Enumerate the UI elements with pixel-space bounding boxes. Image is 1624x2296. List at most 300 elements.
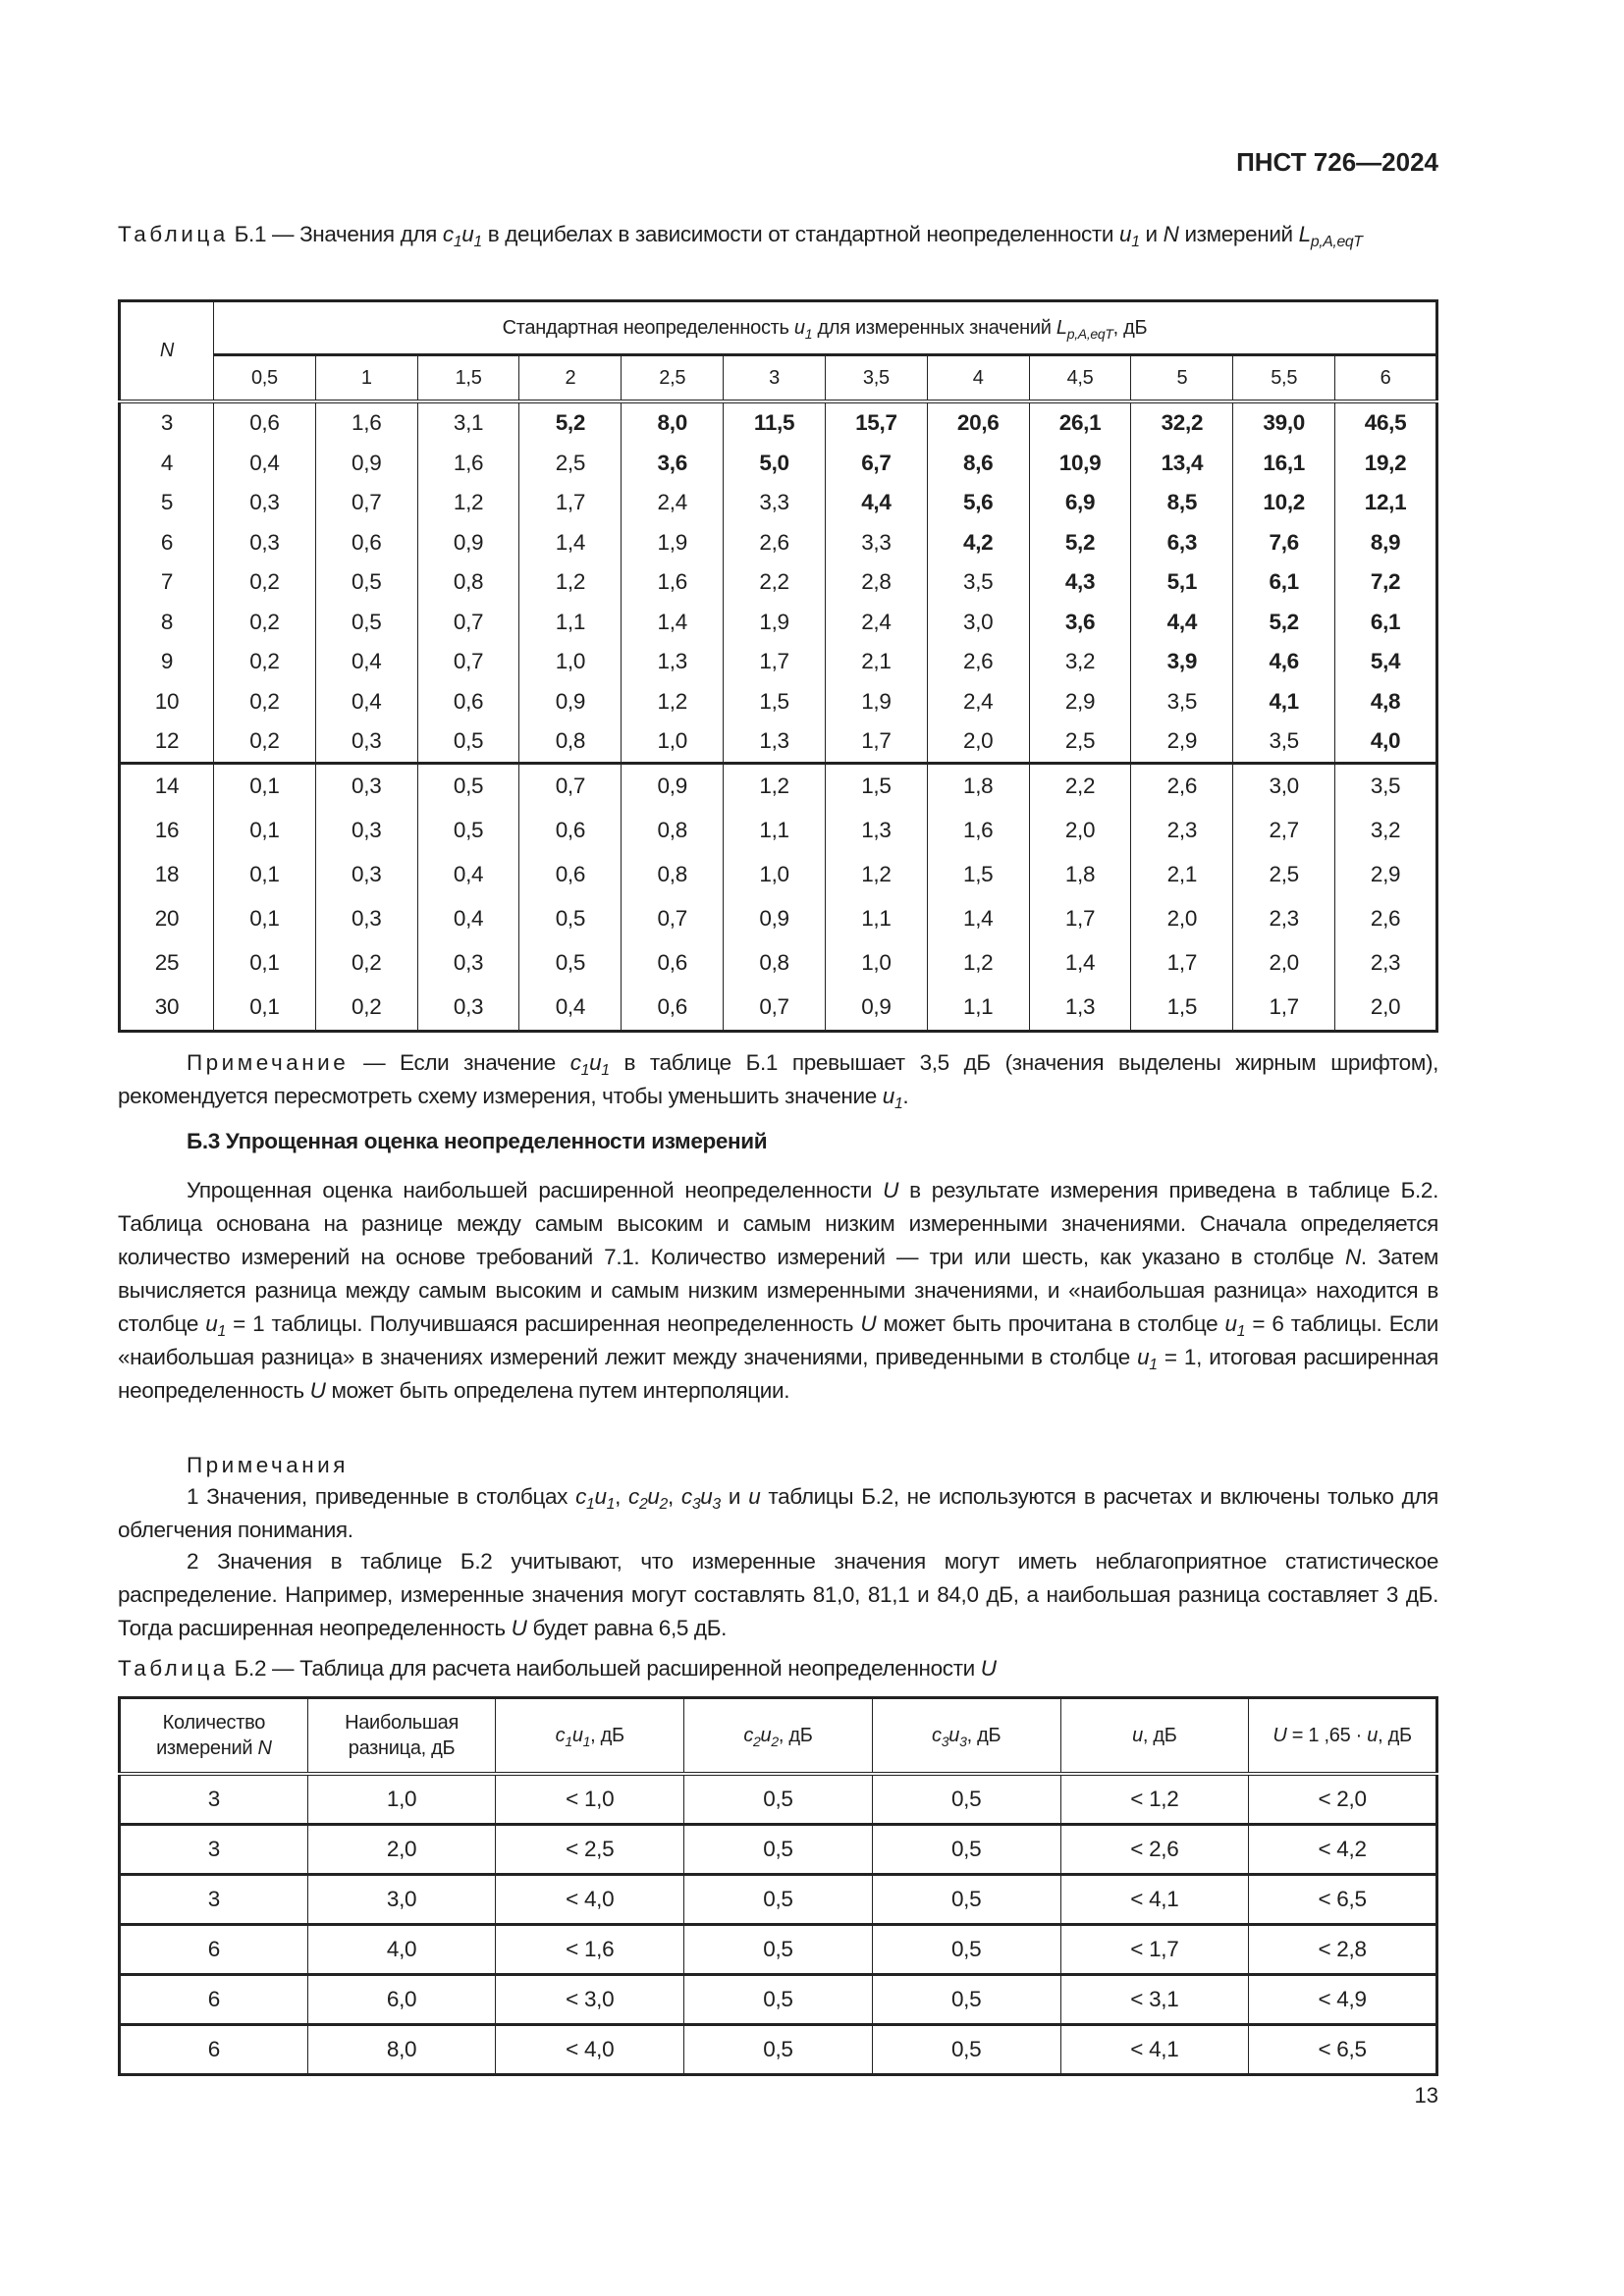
table-cell: 0,9 — [724, 897, 826, 941]
table-cell: 39,0 — [1233, 401, 1335, 444]
text-segment: , дБ — [1142, 1725, 1177, 1746]
table-cell: 0,5 — [417, 721, 519, 763]
table-cell: 1,2 — [622, 682, 724, 722]
table-cell: 1,9 — [825, 682, 927, 722]
table-cell: 2,0 — [1335, 986, 1437, 1032]
column-header — [1249, 1698, 1437, 1775]
table-cell: 2,4 — [927, 682, 1029, 722]
table-row — [120, 603, 1437, 643]
column-header: 3 — [724, 355, 826, 402]
table-cell: 0,7 — [622, 897, 724, 941]
table-cell: 0,7 — [315, 483, 417, 523]
table-cell: 10,2 — [1233, 483, 1335, 523]
table-cell: 8,6 — [927, 444, 1029, 484]
table-cell: 0,7 — [724, 986, 826, 1032]
table-cell: 1,8 — [1029, 853, 1131, 897]
text-segment: c — [442, 222, 454, 246]
table-cell: 0,4 — [315, 682, 417, 722]
text-segment: c — [569, 1050, 581, 1075]
table-cell: 0,4 — [417, 897, 519, 941]
table-cell: 1,8 — [927, 763, 1029, 809]
table-header-row — [120, 301, 1437, 355]
table-cell: 10,9 — [1029, 444, 1131, 484]
group-header — [214, 301, 1437, 355]
text-segment: Примечание — [187, 1050, 350, 1075]
table-cell: 0,8 — [519, 721, 622, 763]
table-cell: 1,0 — [825, 941, 927, 986]
column-header: 2,5 — [622, 355, 724, 402]
subscript: 2 — [638, 1496, 648, 1513]
table-cell: 13,4 — [1131, 444, 1233, 484]
table-row — [120, 1975, 1437, 2025]
table-cell: 5,4 — [1335, 642, 1437, 682]
table-cell: 2,3 — [1131, 809, 1233, 853]
table-cell: 3,3 — [724, 483, 826, 523]
row-n: 30 — [120, 986, 214, 1032]
table-cell: 2,9 — [1335, 853, 1437, 897]
table-cell: 0,3 — [214, 523, 316, 563]
subscript: 1 — [582, 1734, 591, 1749]
text-segment: в таблице Б.1 превышает 3,5 дБ (значения выделены жирным шрифтом), рекомендуется пересмотреть схему измерения, чтобы уменьшить значение — [118, 1050, 1439, 1108]
table-cell: < 6,5 — [1249, 1875, 1437, 1925]
table-cell: 2,6 — [927, 642, 1029, 682]
table-cell: 12,1 — [1335, 483, 1437, 523]
table-cell: 1,1 — [927, 986, 1029, 1032]
table-cell: 2,5 — [1029, 721, 1131, 763]
table-cell: 2,0 — [927, 721, 1029, 763]
table-cell: 1,7 — [1029, 897, 1131, 941]
text-segment: u — [1137, 1345, 1150, 1369]
text-segment: c — [743, 1725, 754, 1746]
table-cell: 0,1 — [214, 986, 316, 1032]
table-cell: 20,6 — [927, 401, 1029, 444]
table-header-row — [120, 1698, 1437, 1775]
table-cell: 2,0 — [307, 1825, 496, 1875]
table-cell: 2,7 — [1233, 809, 1335, 853]
table-cell: 2,1 — [1131, 853, 1233, 897]
text-segment: c — [680, 1484, 692, 1509]
table-cell: 0,9 — [519, 682, 622, 722]
text-segment: = 1 таблицы. Получившаяся расширенная неопределенность — [225, 1311, 861, 1336]
table-cell: 8,0 — [307, 2025, 496, 2075]
text-segment: Упрощенная оценка наибольшей расширенной неопределенности — [187, 1178, 884, 1202]
table-cell: 15,7 — [825, 401, 927, 444]
table-cell: 0,2 — [214, 721, 316, 763]
table-cell: 1,5 — [724, 682, 826, 722]
text-segment: Б.1 — Значения для — [228, 222, 443, 246]
table-cell: 0,5 — [417, 809, 519, 853]
subscript: 1 — [601, 1062, 610, 1079]
table-cell: 1,0 — [724, 853, 826, 897]
text-segment: Количество измерений — [156, 1712, 266, 1759]
table-cell: 0,1 — [214, 897, 316, 941]
table-cell: < 4,1 — [1060, 1875, 1249, 1925]
subscript: 1 — [804, 325, 813, 342]
table-cell: 5,6 — [927, 483, 1029, 523]
subscript: 1 — [473, 234, 482, 250]
table-cell: 1,4 — [927, 897, 1029, 941]
row-n: 4 — [120, 444, 214, 484]
text-segment: и — [720, 1484, 749, 1509]
table-cell: 4,8 — [1335, 682, 1437, 722]
row-n: 18 — [120, 853, 214, 897]
table-cell: 2,5 — [519, 444, 622, 484]
note-1 — [118, 1480, 1438, 1547]
table-cell: 3,5 — [1335, 763, 1437, 809]
text-segment: u — [594, 1484, 607, 1509]
table-cell: 0,9 — [825, 986, 927, 1032]
table-cell: 0,5 — [417, 763, 519, 809]
text-segment: U — [883, 1178, 899, 1202]
row-n: 3 — [120, 401, 214, 444]
table-cell: 0,4 — [417, 853, 519, 897]
table-cell: 0,3 — [417, 941, 519, 986]
table-cell: 3,6 — [622, 444, 724, 484]
text-segment: , дБ — [590, 1725, 624, 1746]
table-row — [120, 401, 1437, 444]
table-cell: 2,1 — [825, 642, 927, 682]
table-cell: 1,2 — [417, 483, 519, 523]
table-cell: 8,0 — [622, 401, 724, 444]
table-cell: 3,0 — [1233, 763, 1335, 809]
subscript: 1 — [893, 1095, 903, 1112]
table-cell: 1,6 — [417, 444, 519, 484]
table-cell: 3,0 — [307, 1875, 496, 1925]
table-cell: 0,5 — [872, 1825, 1060, 1875]
subscript: 2 — [659, 1496, 668, 1513]
text-segment: U — [309, 1378, 326, 1403]
table-cell: 1,0 — [622, 721, 724, 763]
text-segment: U — [980, 1656, 997, 1681]
table-cell: 2,9 — [1131, 721, 1233, 763]
table-row — [120, 941, 1437, 986]
text-segment: Наибольшая разница, дБ — [345, 1712, 460, 1759]
table-cell: 0,2 — [214, 603, 316, 643]
table-cell: 1,7 — [1131, 941, 1233, 986]
row-n: 16 — [120, 809, 214, 853]
text-segment: измерений — [1178, 222, 1299, 246]
table-cell: 2,4 — [622, 483, 724, 523]
table-cell: 4,6 — [1233, 642, 1335, 682]
section-heading: Б.3 Упрощенная оценка неопределенности измерений — [187, 1129, 768, 1153]
text-segment: U — [511, 1616, 527, 1640]
table-cell: 0,7 — [519, 763, 622, 809]
table-cell: 1,3 — [825, 809, 927, 853]
table-cell: 3,2 — [1029, 642, 1131, 682]
table-cell: 1,7 — [825, 721, 927, 763]
table-cell: 6,3 — [1131, 523, 1233, 563]
table-cell: 1,7 — [519, 483, 622, 523]
text-segment: 2 Значения в таблице Б.2 учитывают, что измеренные значения могут иметь неблагоприятное статистическое распределение. Например, измеренные значения могут составлять 81,0, 81,1 и 84,0 дБ, а наибольшая разница составляет 3 дБ. Тогда расширенная неопределенность — [118, 1549, 1438, 1640]
table-cell: 0,5 — [872, 1925, 1060, 1975]
text-segment: , дБ — [1378, 1725, 1412, 1746]
subscript: 3 — [941, 1734, 949, 1749]
table-cell: 2,2 — [724, 562, 826, 603]
text-segment: U — [860, 1311, 877, 1336]
row-n: 20 — [120, 897, 214, 941]
text-segment: N — [257, 1737, 272, 1759]
table-row — [120, 523, 1437, 563]
table-cell: 0,1 — [214, 941, 316, 986]
table-cell: 6,1 — [1335, 603, 1437, 643]
table-cell: 1,6 — [622, 562, 724, 603]
text-segment: Стандартная неопределенность — [502, 316, 794, 339]
text-segment: N — [1344, 1245, 1361, 1269]
text-segment: Таблица — [118, 1656, 229, 1681]
table-cell: 1,5 — [927, 853, 1029, 897]
table-cell: 0,2 — [214, 642, 316, 682]
text-segment: = 6 таблицы. Если «наибольшая разница» в значениях измерений лежит между значениями, приведенными в столбце — [118, 1311, 1439, 1369]
text-segment: = 1, итоговая расширенная неопределенность — [118, 1345, 1438, 1403]
text-segment: u — [700, 1484, 713, 1509]
table-cell: < 1,7 — [1060, 1925, 1249, 1975]
table-row — [120, 853, 1437, 897]
text-segment: может быть прочитана в столбце — [876, 1311, 1225, 1336]
text-segment: u — [760, 1725, 772, 1746]
table-cell: 0,5 — [315, 562, 417, 603]
note-2 — [118, 1545, 1438, 1645]
table-cell: 0,5 — [684, 1825, 873, 1875]
table-cell: < 4,0 — [496, 1875, 684, 1925]
table-cell: 0,4 — [214, 444, 316, 484]
subscript: 1 — [1236, 1323, 1246, 1340]
subscript: 3 — [691, 1496, 701, 1513]
table-cell: 1,6 — [927, 809, 1029, 853]
table-cell: 0,4 — [315, 642, 417, 682]
row-n: 9 — [120, 642, 214, 682]
table-cell: 6 — [120, 1925, 308, 1975]
column-header: 0,5 — [214, 355, 316, 402]
table-cell: 2,5 — [1233, 853, 1335, 897]
table-cell: 0,8 — [417, 562, 519, 603]
table-cell: 1,4 — [1029, 941, 1131, 986]
table-cell: 1,5 — [825, 763, 927, 809]
table-cell: 0,7 — [417, 642, 519, 682]
text-segment: в децибелах в зависимости от стандартной неопределенности — [481, 222, 1120, 246]
table-cell: 0,5 — [519, 941, 622, 986]
table-cell: 0,3 — [315, 763, 417, 809]
table-cell: 6,1 — [1233, 562, 1335, 603]
row-n: 10 — [120, 682, 214, 722]
subscript: 1 — [586, 1496, 595, 1513]
table-cell: 4,4 — [825, 483, 927, 523]
table-cell: 0,2 — [315, 986, 417, 1032]
text-segment: , — [615, 1484, 629, 1509]
text-segment: u — [205, 1311, 218, 1336]
table-header-row — [120, 355, 1437, 402]
table-cell: 2,0 — [1029, 809, 1131, 853]
text-segment: U — [1272, 1725, 1287, 1746]
table-cell: 1,9 — [622, 523, 724, 563]
subscript: 1 — [580, 1062, 590, 1079]
table-cell: 3,5 — [927, 562, 1029, 603]
column-header — [120, 1698, 308, 1775]
column-header: 5 — [1131, 355, 1233, 402]
table-cell: 0,5 — [684, 1875, 873, 1925]
table-row — [120, 1875, 1437, 1925]
table-cell: 1,7 — [1233, 986, 1335, 1032]
table-cell: 1,3 — [1029, 986, 1131, 1032]
text-segment: u — [461, 222, 474, 246]
table-cell: 0,8 — [724, 941, 826, 986]
subscript: 1 — [1131, 234, 1140, 250]
table-cell: 26,1 — [1029, 401, 1131, 444]
table-cell: 1,4 — [622, 603, 724, 643]
column-header: 3,5 — [825, 355, 927, 402]
text-segment: c — [628, 1484, 639, 1509]
table-cell: 2,0 — [1233, 941, 1335, 986]
table-cell: 0,6 — [622, 986, 724, 1032]
text-segment: c — [555, 1725, 566, 1746]
table-cell: 6 — [120, 2025, 308, 2075]
table-cell: 1,3 — [622, 642, 724, 682]
table-cell: 4,0 — [1335, 721, 1437, 763]
subscript: 3 — [959, 1734, 967, 1749]
subscript: p,A,eqT — [1066, 325, 1113, 342]
text-segment: u — [793, 316, 805, 339]
table-cell: 0,6 — [622, 941, 724, 986]
text-segment: c — [932, 1725, 942, 1746]
table-cell: 5,1 — [1131, 562, 1233, 603]
table-cell: 1,5 — [1131, 986, 1233, 1032]
table-cell: 0,9 — [315, 444, 417, 484]
table-row — [120, 986, 1437, 1032]
table-cell: 5,0 — [724, 444, 826, 484]
text-segment: Б.2 — Таблица для расчета наибольшей расширенной неопределенности — [228, 1656, 981, 1681]
table-row — [120, 763, 1437, 809]
section-paragraph — [118, 1174, 1438, 1408]
table-cell: 1,6 — [315, 401, 417, 444]
table-cell: 0,8 — [622, 809, 724, 853]
table-cell: < 2,0 — [1249, 1774, 1437, 1825]
table-cell: 3,9 — [1131, 642, 1233, 682]
table-cell: 1,7 — [724, 642, 826, 682]
table-cell: 0,1 — [214, 853, 316, 897]
table-b1 — [118, 299, 1438, 1033]
table-row — [120, 682, 1437, 722]
row-n: 14 — [120, 763, 214, 809]
table-cell: < 2,6 — [1060, 1825, 1249, 1875]
table-cell: 2,6 — [1131, 763, 1233, 809]
table-cell: 1,4 — [519, 523, 622, 563]
column-header: 4,5 — [1029, 355, 1131, 402]
table-cell: 1,0 — [307, 1774, 496, 1825]
subscript: 1 — [606, 1496, 616, 1513]
table-cell: 0,3 — [214, 483, 316, 523]
table-cell: 1,0 — [519, 642, 622, 682]
subscript: 2 — [771, 1734, 779, 1749]
text-segment: 1 Значения, приведенные в столбцах — [187, 1484, 576, 1509]
table-cell: 0,5 — [684, 1925, 873, 1975]
text-segment: может быть определена путем интерполяции. — [325, 1378, 790, 1403]
table-cell: 0,6 — [417, 682, 519, 722]
text-segment: , дБ — [1112, 316, 1148, 339]
table-cell: 2,0 — [1131, 897, 1233, 941]
table2-caption — [118, 1652, 1438, 1685]
table-cell: 0,5 — [872, 2025, 1060, 2075]
table-cell: < 1,2 — [1060, 1774, 1249, 1825]
table-row — [120, 1825, 1437, 1875]
text-segment: L — [1298, 222, 1311, 246]
subscript: 3 — [712, 1496, 721, 1513]
table-b2 — [118, 1696, 1438, 2076]
text-segment: . — [902, 1084, 909, 1108]
table-cell: 0,5 — [315, 603, 417, 643]
table-row — [120, 444, 1437, 484]
row-n: 8 — [120, 603, 214, 643]
text-segment: u — [1132, 1725, 1143, 1746]
table-cell: 3 — [120, 1875, 308, 1925]
table-cell: 32,2 — [1131, 401, 1233, 444]
table-cell: 46,5 — [1335, 401, 1437, 444]
text-segment: u — [571, 1725, 583, 1746]
table-row — [120, 721, 1437, 763]
table-cell: 3,1 — [417, 401, 519, 444]
text-segment: для измеренных значений — [812, 316, 1056, 339]
table-cell: 1,1 — [825, 897, 927, 941]
table-cell: 3,6 — [1029, 603, 1131, 643]
text-segment: u — [748, 1484, 761, 1509]
column-header — [872, 1698, 1060, 1775]
table-cell: 0,7 — [417, 603, 519, 643]
table-cell: < 3,1 — [1060, 1975, 1249, 2025]
text-segment: u — [882, 1084, 894, 1108]
row-n: 5 — [120, 483, 214, 523]
table-row — [120, 562, 1437, 603]
column-header: 1,5 — [417, 355, 519, 402]
table-cell: 2,3 — [1233, 897, 1335, 941]
table-cell: 3,5 — [1131, 682, 1233, 722]
table-cell: 4,4 — [1131, 603, 1233, 643]
table-cell: < 1,0 — [496, 1774, 684, 1825]
table-cell: 6,0 — [307, 1975, 496, 2025]
text-segment: N — [1163, 222, 1179, 246]
table-cell: 1,2 — [825, 853, 927, 897]
table-cell: < 3,0 — [496, 1975, 684, 2025]
table-cell: 1,3 — [724, 721, 826, 763]
table-cell: 7,6 — [1233, 523, 1335, 563]
table-cell: 0,4 — [519, 986, 622, 1032]
table-cell: 5,2 — [1029, 523, 1131, 563]
table-cell: 3 — [120, 1825, 308, 1875]
table-row — [120, 897, 1437, 941]
table-cell: 6,9 — [1029, 483, 1131, 523]
table-cell: 3,3 — [825, 523, 927, 563]
text-segment: , — [667, 1484, 681, 1509]
table-cell: 2,4 — [825, 603, 927, 643]
table-cell: 2,6 — [1335, 897, 1437, 941]
row-n: 7 — [120, 562, 214, 603]
table-cell: 0,3 — [315, 897, 417, 941]
text-segment: , дБ — [966, 1725, 1001, 1746]
text-segment: u — [1119, 222, 1132, 246]
n-header: N — [120, 301, 214, 402]
page-number: 13 — [1414, 2083, 1438, 2108]
table1-caption — [118, 218, 1438, 251]
table-cell: < 2,8 — [1249, 1925, 1437, 1975]
table-cell: 1,2 — [519, 562, 622, 603]
table-cell: 5,2 — [519, 401, 622, 444]
text-segment: — Если значение — [349, 1050, 570, 1075]
column-header: 2 — [519, 355, 622, 402]
row-n: 25 — [120, 941, 214, 986]
subscript: 1 — [453, 234, 462, 250]
table-cell: 0,5 — [872, 1875, 1060, 1925]
table-cell: 0,2 — [214, 562, 316, 603]
table-cell: < 6,5 — [1249, 2025, 1437, 2075]
text-segment: u — [589, 1050, 602, 1075]
table-row — [120, 642, 1437, 682]
